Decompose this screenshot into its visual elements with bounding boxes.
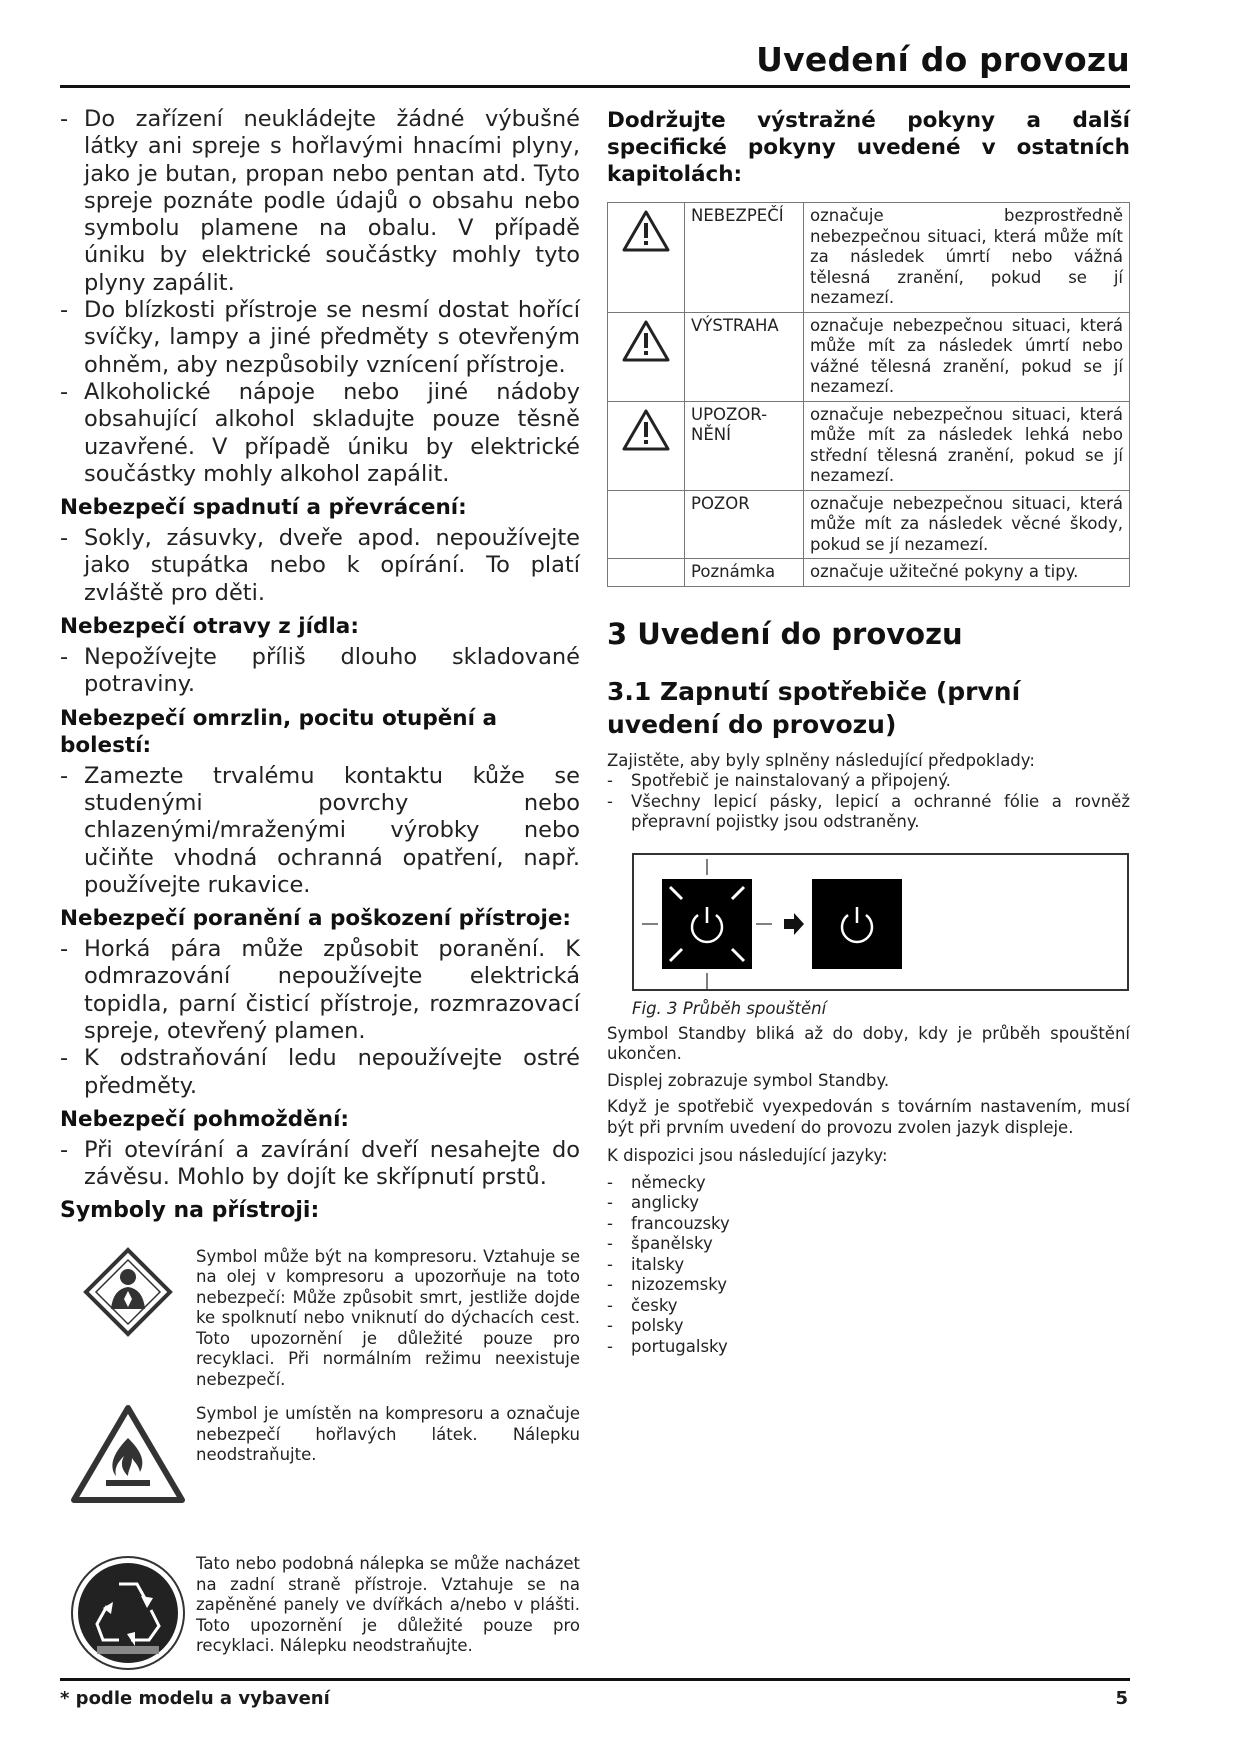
table-row [608, 312, 1130, 401]
list-item: - nizozemsky [607, 1275, 728, 1294]
list-item: - portugalsky [607, 1336, 728, 1356]
list-item: - anglicky [607, 1193, 700, 1212]
symbol-description: Symbol může být na kompresoru. Vztahuje se na olej v kompresoru a upozorňuje na toto nebezpečí: Může způsobit smrt, jestliže dojde ke spolknutí nebo vniknutí do dýchacích cest. Toto upozornění je důležité pouze pro recyklaci. Při normálním režimu neexistuje nebezpečí. [196, 1246, 580, 1389]
page-number: 5 [1115, 1688, 1128, 1709]
section-heading: Nebezpečí omrzlin, pocitu otupění a bolestí: [60, 705, 497, 758]
warning-triangle-icon [608, 203, 685, 313]
list-item: - Do zařízení neukládejte žádné výbušné látky ani spreje s hořlavými hnacími plyny, jako je butan, propan nebo pentan atd. Tyto spreje poznáte podle údajů o obsahu nebo symbolu plamene na obalu. V případě úniku by elektrické součástky mohly tyto plyny zapálit. [60, 106, 580, 296]
warning-triangle-icon [608, 312, 685, 401]
left-column [60, 106, 580, 1672]
signal-description: označuje nebezpečnou situaci, která může mít za následek úmrtí nebo vážné tělesná zranění, pokud se jí nezamezí. [804, 312, 1130, 401]
list-item: - německy [607, 1172, 706, 1192]
page-header-title: Uvedení do provozu [756, 40, 1130, 79]
signal-description: označuje bezprostředně nebezpečnou situaci, která může mít za následek úmrtí nebo vážná tělesná zranění, pokud se jí nezamezí. [804, 203, 1130, 313]
list-item: - Alkoholické nápoje nebo jiné nádoby obsahující alkohol skladujte pouze těsně uzavřené. V případě úniku by elektrické součástky mohly alkohol zapálit. [60, 378, 580, 487]
table-row [608, 490, 1130, 559]
signal-description: označuje nebezpečnou situaci, která může mít za následek lehká nebo střední tělesná zranění, pokud se jí nezamezí. [804, 401, 1130, 490]
symbol-description: Symbol je umístěn na kompresoru a označuje nebezpečí hořlavých látek. Nálepku neodstraňujte. [196, 1404, 580, 1464]
header-rule [60, 85, 1130, 88]
empty-icon-cell [608, 559, 685, 587]
symbol-row [60, 1247, 580, 1391]
flammable-icon [60, 1404, 196, 1504]
table-row [608, 559, 1130, 587]
symbol-row [60, 1554, 580, 1672]
signal-word: NEBEZPEČÍ [685, 203, 804, 313]
signal-word-table [607, 202, 1130, 587]
list-item: - Sokly, zásuvky, dveře apod. nepoužívejte jako stupátka nebo k opírání. To platí zvláště pro děti. [60, 525, 580, 606]
right-column [607, 107, 1130, 1357]
list-item: - česky [607, 1295, 678, 1315]
signal-word: UPOZOR- NĚNÍ [685, 401, 804, 490]
warning-triangle-icon [608, 401, 685, 490]
table-row [608, 401, 1130, 490]
footer-note: * podle modelu a vybavení [60, 1688, 330, 1709]
list-item: - italsky [607, 1254, 685, 1274]
chapter-title: 3 Uvedení do provozu [607, 616, 963, 651]
list-item: - Nepožívejte příliš dlouho skladované potraviny. [60, 644, 580, 698]
footer-rule [60, 1678, 1130, 1681]
paragraph: K dispozici jsou následující jazyky: [607, 1146, 888, 1165]
signal-description: označuje užitečné pokyny a tipy. [804, 559, 1130, 587]
prereq-intro: Zajistěte, aby byly splněny následující předpoklady: [607, 750, 1035, 770]
empty-icon-cell [608, 490, 685, 559]
language-list [607, 1173, 1130, 1358]
list-item: - Při otevírání a zavírání dveří nesahejte do závěsu. Mohlo by dojít ke skřípnutí prstů. [60, 1136, 580, 1191]
section-heading: Nebezpečí spadnutí a převrácení: [60, 495, 467, 521]
list-item: - španělsky [607, 1234, 713, 1253]
health-hazard-icon [60, 1247, 196, 1337]
list-item: - francouzsky [607, 1213, 730, 1233]
section-heading: Nebezpečí poranění a poškození přístroje: [60, 906, 572, 932]
list-item: - Do blízkosti přístroje se nesmí dostat hořící svíčky, lampy a jiné předměty s otevřeným ohněm, aby nezpůsobily vznícení přístroje. [60, 297, 580, 378]
symbol-description: Tato nebo podobná nálepka se může nacházet na zadní straně přístroje. Vztahuje se na zapěněné panely ve dvířkách a/nebo v plášti. Toto upozornění je důležité pouze pro recyklaci. Nálepku neodstraňujte. [196, 1554, 580, 1655]
list-item: - polsky [607, 1316, 684, 1335]
list-item: - Všechny lepicí pásky, lepicí a ochranné fólie a rovněž přepravní pojistky jsou odstraněny. [607, 791, 1130, 831]
symbols-title: Symboly na přístroji: [60, 1197, 320, 1223]
section-title: 3.1 Zapnutí spotřebiče (první uvedení do provozu) [607, 676, 1021, 739]
signal-description: označuje nebezpečnou situaci, která může mít za následek věcné škody, pokud se jí nezamezí. [804, 490, 1130, 559]
list-item: - Horká pára může způsobit poranění. K odmrazování nepoužívejte elektrická topidla, parní čisticí přístroje, rozmrazovací spreje, otevřený plamen. [60, 936, 580, 1045]
figure-caption: Fig. 3 Průběh spouštění [632, 998, 827, 1018]
paragraph: Když je spotřebič vyexpedován s továrním nastavením, musí být při prvním uvedení do provozu zvolen jazyk displeje. [607, 1097, 1130, 1137]
list-item: - K odstraňování ledu nepoužívejte ostré předměty. [60, 1045, 580, 1099]
warnings-intro: Dodržujte výstražné pokyny a další specifické pokyny uvedené v ostatních kapitolách: [607, 108, 1130, 187]
signal-word: POZOR [685, 490, 804, 559]
section-heading: Nebezpečí otravy z jídla: [60, 614, 359, 640]
symbol-row [60, 1404, 580, 1504]
recycling-icon [60, 1554, 196, 1672]
paragraph: Displej zobrazuje symbol Standby. [607, 1070, 890, 1090]
section-heading: Nebezpečí pohmoždění: [60, 1106, 350, 1132]
signal-word: VÝSTRAHA [685, 312, 804, 401]
list-item: - Spotřebič je nainstalovaný a připojený. [607, 771, 951, 790]
list-item: - Zamezte trvalému kontaktu kůže se studenými povrchy nebo chlazenými/mraženými výrobky nebo učiňte vhodná ochranná opatření, např. používejte rukavice. [60, 762, 580, 898]
startup-figure [632, 853, 1129, 991]
paragraph: Symbol Standby bliká až do doby, kdy je průběh spouštění ukončen. [607, 1023, 1130, 1063]
table-row [608, 203, 1130, 313]
signal-word: Poznámka [685, 559, 804, 587]
